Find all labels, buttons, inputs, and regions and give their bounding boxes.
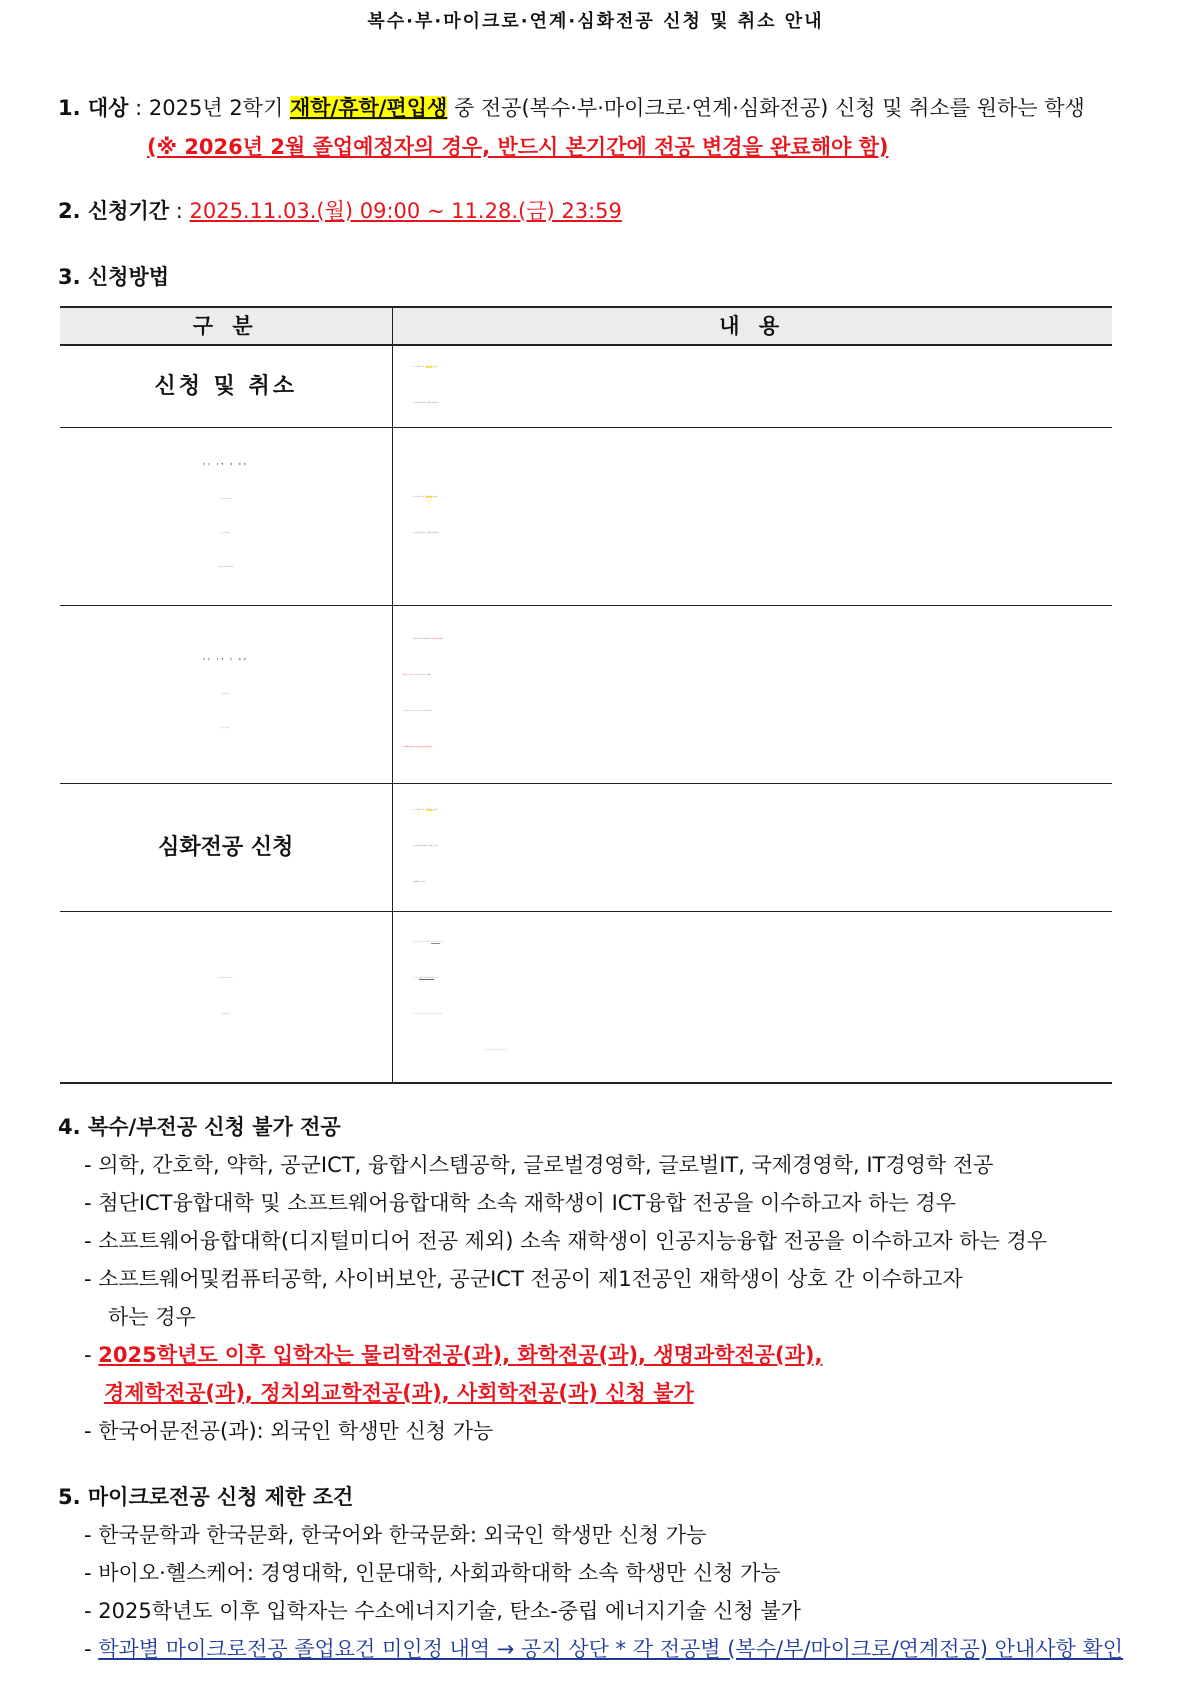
menu-highlight: ‘전공변경 신청’ bbox=[425, 367, 433, 369]
column-header-category: 구 분 bbox=[60, 307, 392, 345]
restriction-note-cont: 경제학전공(과), 정치외교학전공(과), 사회학전공(과) 신청 불가 bbox=[104, 1381, 694, 1405]
method-table bbox=[60, 306, 1112, 1084]
list-item: - 바이오·헬스케어: 경영대학, 인문대학, 사회과학대학 소속 학생만 신청 가능 bbox=[84, 1561, 781, 1585]
email-link[interactable]: haksa@ajou.ac.kr bbox=[431, 941, 440, 943]
section-2-heading: 2. 신청기간 bbox=[58, 199, 170, 223]
table-row: 심화전공 신청 포탈 → 학사서비스 → 학적 → ‘전공변경 신청’ 메뉴 선택 → 전공목록 → 심화여부 탭의 체크박스 상태를 ‘(√)’로 변경 → 저장 클릭 (별도 메일 신청X) bbox=[60, 783, 1112, 911]
list-item: - 소프트웨어및컴퓨터공학, 사이버보안, 공군ICT 전공이 제1전공인 재학생이 상호 간 이수하고자 bbox=[84, 1267, 963, 1291]
reapply-note: * 취소에 대한 승인을 받은 후, 새로운 복수/부전공을 재신청 해야 함 bbox=[402, 747, 433, 748]
section-2-period: 2. 신청기간 : 2025.11.03.(월) 09:00 ~ 11.28.(금) 23:59 bbox=[58, 199, 622, 223]
table-row: 기존 ‘학부’ 소속에서 ‘학과’로 소속이 변경된 경우 첨부2.(전공변경 신청서)를 작성하여 메일(haksa@ajou.ac.kr)로 신청 ※ 메일 제목 : ‘전공변경 신청(학과, 학번, 이름)’으로 작성 (Ex. 인문학부 국어국문학전공(현재 국어국문학과)을 선택한 학생이 사학전공(현재 사학과)으로 소속을 변경하고자 하는 경우) bbox=[60, 911, 1112, 1083]
list-item: - 소프트웨어융합대학(디지털미디어 전공 제외) 소속 재학생이 인공지능융합 전공을 이수하고자 하는 경우 bbox=[84, 1229, 1048, 1253]
page-title: 복수·부·마이크로·연계·심화전공 신청 및 취소 안내 bbox=[367, 11, 824, 32]
section-5-heading: 5. 마이크로전공 신청 제한 조건 bbox=[58, 1485, 354, 1509]
list-item: - 한국어문전공(과): 외국인 학생만 신청 가능 bbox=[84, 1419, 494, 1443]
list-item: - 학과별 마이크로전공 졸업요건 미인정 내역 → 공지 상단 * 각 전공별 (복수/부/마이크로/연계전공) 안내사항 확인 bbox=[84, 1637, 1124, 1661]
row-category: 신청 및 취소 bbox=[154, 373, 298, 399]
menu-highlight: ‘전공변경 신청’ bbox=[425, 497, 433, 498]
table-header-row bbox=[60, 307, 1112, 345]
list-item: - 한국문학과 한국문화, 한국어와 한국문화: 외국인 학생만 신청 가능 bbox=[84, 1523, 707, 1547]
section-1-note: (※ 2026년 2월 졸업예정자의 경우, 반드시 본기간에 전공 변경을 완료해야 함) bbox=[147, 135, 889, 159]
row-category: 다른 유형 간 변경 bbox=[202, 659, 249, 661]
menu-highlight: ‘전공변경 신청’ bbox=[425, 810, 433, 811]
column-header-content: 내 용 bbox=[392, 307, 1112, 345]
section-1-heading: 1. 대상 bbox=[58, 96, 129, 120]
section-4-heading: 4. 복수/부전공 신청 불가 전공 bbox=[58, 1115, 341, 1139]
restriction-note: 2025학년도 이후 입학자는 물리학전공(과), 화학전공(과), 생명과학전공(과), bbox=[98, 1343, 823, 1367]
application-period: 2025.11.03.(월) 09:00 ~ 11.28.(금) 23:59 bbox=[189, 199, 622, 223]
section-1-target: 1. 대상 : 2025년 2학기 재학/휴학/편입생 중 전공(복수·부·마이크로·연계·심화전공) 신청 및 취소를 원하는 학생 bbox=[58, 96, 1085, 120]
row-category: 기존 ‘학부’ 소속에서 ‘학과’로 bbox=[219, 977, 233, 979]
target-highlight: 재학/휴학/편입생 bbox=[289, 96, 448, 120]
list-item: - 2025학년도 이후 입학자는 수소에너지기술, 탄소-중립 에너지기술 신청 불가 bbox=[84, 1599, 801, 1623]
micro-major-notice-link[interactable]: 학과별 마이크로전공 졸업요건 미인정 내역 → 공지 상단 * 각 전공별 (복수/부/마이크로/연계전공) 안내사항 확인 bbox=[98, 1637, 1124, 1661]
table-row: 신청 및 취소 포탈 → 학사서비스 → 학적 → ‘전공변경 신청’ 메뉴 선택 → 전공변경 및 취소사유 작성 → 저장 클릭 (별도 메일 신청X) bbox=[60, 345, 1112, 427]
table-row: 같은 유형 내 변경 (복수전공 → 다른 복수전공, 부전공 → 다른 부전공, 마이크로전공 → 다른 마이크로전공) 포탈 → 학사서비스 → 학적 → ‘전공변경 신청’ 메뉴 선택 → 전공변경 및 취소사유 작성 → 저장 클릭 (별도 메일 신청X) bbox=[60, 427, 1112, 605]
list-item: - 첨단ICT융합대학 및 소프트웨어융합대학 소속 재학생이 ICT융합 전공을 이수하고자 하는 경우 bbox=[84, 1191, 956, 1215]
list-item: 하는 경우 bbox=[108, 1305, 196, 1329]
list-item: - 의학, 간호학, 약학, 공군ICT, 융합시스템공학, 글로벌경영학, 글로벌IT, 국제경영학, IT경영학 전공 bbox=[84, 1153, 994, 1177]
section-3-heading: 3. 신청방법 bbox=[58, 265, 170, 289]
row-category: 심화전공 신청 bbox=[158, 834, 294, 860]
row-category: 같은 유형 내 변경 bbox=[202, 464, 249, 466]
table-row: 다른 유형 간 변경 (복수전공 → 부전공, 부전공 → 복수전공) (학생)복수·부·마이크로전공 “취소” 신청 → (교무팀)복수·부·마이크로 전공 승인(1~2일 소요) → (학생)복수·부·마이크로전공 “신청” → (교무팀)복수·부·마이크로전공 승인(1~2일 소요) (별도 메일 신청X) * 취소에 대한 승인을 받은 후, 새로운 복수/부전공을 재신청 해야 함 bbox=[60, 605, 1112, 783]
list-item: - 2025학년도 이후 입학자는 물리학전공(과), 화학전공(과), 생명과학전공(과), bbox=[84, 1343, 823, 1367]
